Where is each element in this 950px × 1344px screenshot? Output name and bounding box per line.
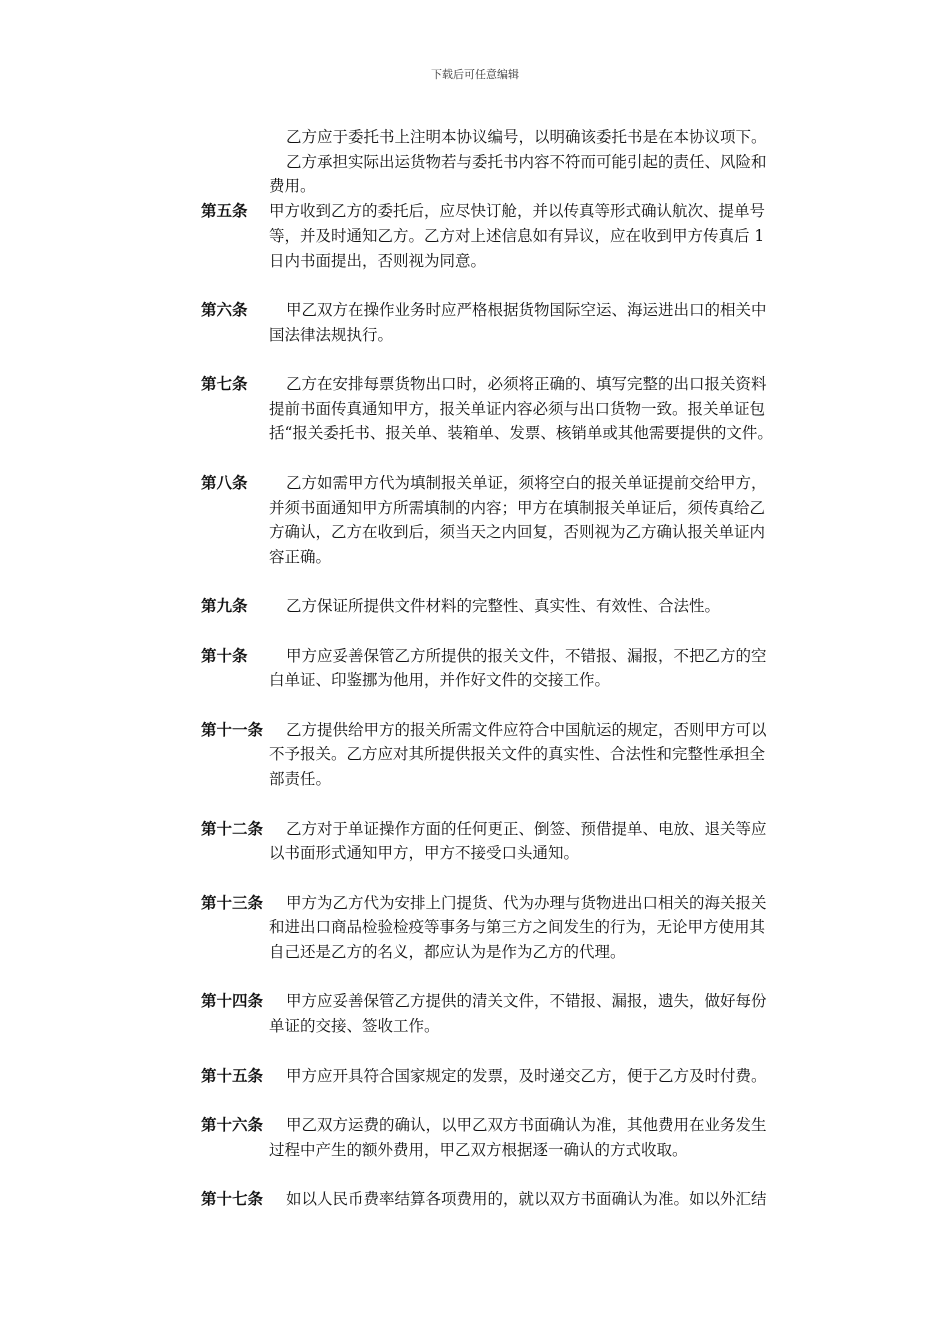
article-line: 过程中产生的额外费用，甲乙双方根据逐一确认的方式收取。 (269, 1140, 688, 1159)
article-line: 提前书面传真通知甲方，报关单证内容必须与出口货物一致。报关单证包 (269, 399, 766, 418)
article-line: 甲方应开具符合国家规定的发票，及时递交乙方，便于乙方及时付费。 (286, 1066, 767, 1085)
article-label: 第十二条 (201, 818, 264, 838)
intro-line: 乙方应于委托书上注明本协议编号，以明确该委托书是在本协议项下。 (286, 128, 767, 146)
article-12 (201, 817, 831, 866)
intro-line: 费用。 (269, 177, 316, 196)
article-label: 第十四条 (201, 991, 264, 1011)
document-body (201, 125, 831, 1212)
article-9 (201, 594, 831, 619)
article-line: 等，并及时通知乙方。乙方对上述信息如有异议，应在收到甲方传真后 1 (269, 226, 765, 245)
article-label: 第七条 (201, 374, 248, 393)
article-line: 乙方对于单证操作方面的任何更正、倒签、预借提单、电放、退关等应 (286, 819, 767, 838)
article-line: 乙方在安排每票货物出口时，必须将正确的、填写完整的出口报关资料 (286, 375, 767, 393)
article-line: 并须书面通知甲方所需填制的内容；甲方在填制报关单证后，须传真给乙 (269, 498, 766, 517)
article-line: 乙方提供给甲方的报关所需文件应符合中国航运的规定，否则甲方可以 (286, 720, 767, 739)
article-line: 部责任。 (269, 770, 332, 789)
article-16 (201, 1113, 831, 1162)
article-10 (201, 644, 831, 693)
article-label: 第十七条 (201, 1189, 264, 1209)
article-line: 括“报关委托书、报关单、装箱单、发票、核销单或其他需要提供的文件。 (269, 424, 773, 443)
article-line: 不予报关。乙方应对其所提供报关文件的真实性、合法性和完整性承担全 (269, 745, 766, 764)
article-line: 和进出口商品检验检疫等事务与第三方之间发生的行为，无论甲方使用其 (269, 918, 766, 937)
article-7 (201, 372, 831, 446)
article-label: 第九条 (201, 596, 248, 616)
article-label: 第十条 (201, 645, 248, 665)
article-label: 第十五条 (201, 1065, 264, 1085)
article-label: 第十三条 (201, 892, 264, 912)
page-header: 下载后可任意编辑 (431, 68, 519, 81)
article-line: 以书面形式通知甲方，甲方不接受口头通知。 (269, 844, 580, 863)
article-line: 甲方收到乙方的委托后，应尽快订舱，并以传真等形式确认航次、提单号 (269, 202, 766, 221)
article-line: 方确认，乙方在收到后，须当天之内回复，否则视为乙方确认报关单证内 (269, 523, 766, 542)
article-line: 白单证、印鉴挪为他用，并作好文件的交接工作。 (269, 671, 611, 690)
article-line: 乙方如需甲方代为填制报关单证，须将空白的报关单证提前交给甲方， (286, 473, 767, 492)
article-line: 甲方应妥善保管乙方所提供的报关文件，不错报、漏报，不把乙方的空 (286, 646, 767, 665)
article-line: 甲乙双方在操作业务时应严格根据货物国际空运、海运进出口的相关中 (286, 300, 767, 319)
article-line: 自己还是乙方的名义，都应认为是作为乙方的代理。 (269, 943, 626, 962)
article-label: 第十六条 (201, 1114, 264, 1134)
article-label: 第五条 (201, 201, 248, 221)
article-label: 第八条 (201, 472, 248, 492)
article-5 (201, 199, 831, 273)
article-line: 甲方应妥善保管乙方提供的清关文件，不错报、漏报，遗失，做好每份 (286, 992, 767, 1011)
article-13 (201, 891, 831, 965)
article-label: 第六条 (201, 299, 248, 319)
article-line: 日内书面提出，否则视为同意。 (269, 251, 487, 270)
article-8 (201, 471, 831, 570)
article-14 (201, 989, 831, 1038)
article-17 (201, 1187, 831, 1212)
article-line: 甲乙双方运费的确认，以甲乙双方书面确认为准，其他费用在业务发生 (286, 1115, 767, 1134)
article-line: 容正确。 (269, 547, 332, 566)
article-line: 甲方为乙方代为安排上门提货、代为办理与货物进出口相关的海关报关 (286, 893, 767, 912)
article-label: 第十一条 (201, 719, 264, 739)
article-line: 乙方保证所提供文件材料的完整性、真实性、有效性、合法性。 (286, 597, 721, 616)
article-15 (201, 1064, 831, 1089)
article-line: 如以人民币费率结算各项费用的，就以双方书面确认为准。如以外汇结 (286, 1190, 767, 1209)
article-6 (201, 298, 831, 347)
article-line: 单证的交接、签收工作。 (269, 1017, 440, 1036)
intro-paragraph (201, 125, 831, 199)
article-11 (201, 718, 831, 792)
intro-line: 乙方承担实际出运货物若与委托书内容不符而可能引起的责任、风险和 (286, 152, 767, 171)
article-line: 国法律法规执行。 (269, 325, 394, 344)
